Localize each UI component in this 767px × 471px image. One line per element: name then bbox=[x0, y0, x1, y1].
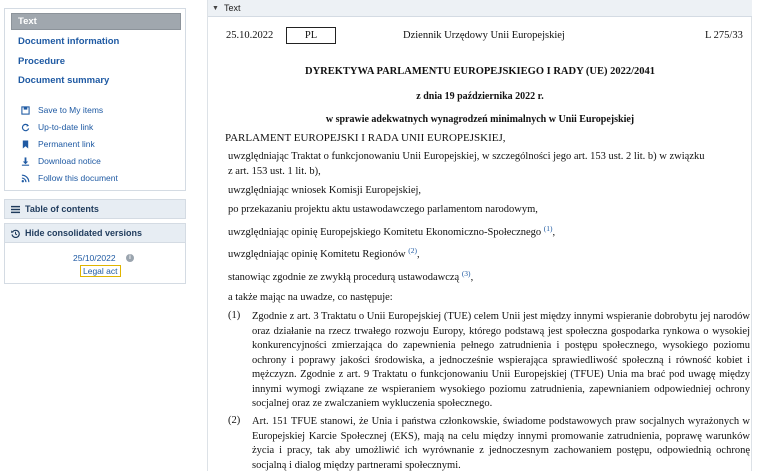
publication-date: 25.10.2022 bbox=[226, 30, 274, 41]
follow-document-link[interactable] bbox=[18, 172, 118, 184]
language-badge: PL bbox=[286, 27, 336, 44]
hide-consolidated-versions-toggle[interactable] bbox=[4, 223, 186, 243]
recital-1-number: (1) bbox=[228, 310, 241, 321]
citation-eesc: uwzględniając opinię Europejskiego Komitetu Ekonomiczno-Społecznego $^{(1)}$, bbox=[228, 224, 556, 238]
nav-item-text[interactable]: Text bbox=[11, 13, 181, 30]
citation-treaty: uwzględniając Traktat o funkcjonowaniu Unii Europejskiej, w szczególności jego art. 153 ust. 2 lit. b) w związku bbox=[228, 151, 705, 162]
citation-national-parliaments: po przekazaniu projektu aktu ustawodawczego parlamentom narodowym, bbox=[228, 204, 538, 215]
save-to-my-items-link[interactable] bbox=[18, 104, 103, 116]
citation-cor: uwzględniając opinię Komitetu Regionów $^{(2)}$, bbox=[228, 246, 420, 260]
save-icon bbox=[18, 104, 32, 116]
document-date: z dnia 19 października 2022 r. bbox=[416, 91, 544, 102]
authors-line: PARLAMENT EUROPEJSKI I RADA UNII EUROPEJSKIEJ, bbox=[225, 132, 506, 144]
citation-cor-text: uwzględniając opinię Komitetu Regionów bbox=[228, 249, 406, 260]
journal-name: Dziennik Urzędowy Unii Europejskiej bbox=[403, 30, 565, 41]
refresh-icon bbox=[18, 121, 32, 133]
consolidated-versions-panel bbox=[4, 243, 186, 284]
citation-eesc-text: uwzględniając opinię Europejskiego Komitetu Ekonomiczno-Społecznego bbox=[228, 227, 542, 238]
collapse-caret-icon: ▼ bbox=[212, 4, 219, 12]
up-to-date-link[interactable] bbox=[18, 121, 93, 133]
version-date-link[interactable]: 25/10/2022 bbox=[73, 253, 116, 263]
rss-icon bbox=[18, 172, 32, 184]
table-of-contents-toggle[interactable] bbox=[4, 199, 186, 219]
bookmark-icon bbox=[18, 138, 32, 150]
table-of-contents-label: Table of contents bbox=[25, 204, 99, 214]
list-icon bbox=[11, 205, 20, 214]
recital-2-number: (2) bbox=[228, 415, 241, 426]
nav-item-procedure[interactable]: Procedure bbox=[18, 56, 65, 67]
permanent-link-label: Permanent link bbox=[38, 139, 95, 149]
document-subject: w sprawie adekwatnych wynagrodzeń minimalnych w Unii Europejskiej bbox=[325, 114, 635, 125]
footnote-3-link[interactable]: (3) bbox=[461, 269, 471, 278]
section-title: Text bbox=[223, 3, 241, 13]
download-icon bbox=[18, 155, 32, 167]
citation-procedure: stanowiąc zgodnie ze zwykłą procedurą ustawodawczą $^{(3)}$, bbox=[228, 269, 474, 283]
hide-consolidated-versions-label: Hide consolidated versions bbox=[25, 228, 143, 238]
info-icon[interactable]: i bbox=[126, 254, 134, 262]
recital-1-text: Zgodnie z art. 3 Traktatu o Unii Europejskiej (TUE) celem Unii jest między innymi wspieranie dobrobytu jej narodów oraz działanie na rzecz trwałego rozwoju Europy, którego podstawą jest społeczna gospodarka rynkowa o wysokiej konkurencyjności zmierzająca do zapewnienia pełnego zatrudnienia i postępu społecznego, wysokiego poziomu ochrony i poprawy jakości środowiska, a jednocześnie wspierająca sprawiedliwość społeczną i równość kobiet i mężczyzn. Zgodnie z art. 9 Traktatu o funkcjonowaniu Unii Europejskiej (TFUE) Unia ma brać pod uwagę między innymi wymogi związane ze wspieraniem wysokiego poziomu zatrudnienia, zapewnianiem odpowiedniej ochrony socjalnej oraz ze zwalczaniem wykluczenia społecznego. bbox=[252, 311, 750, 409]
nav-item-document-summary[interactable]: Document summary bbox=[18, 75, 110, 86]
document-title: DYREKTYWA PARLAMENTU EUROPEJSKIEGO I RADY (UE) 2022/2041 bbox=[304, 66, 656, 77]
footnote-2-link[interactable]: (2) bbox=[408, 246, 417, 255]
permanent-link[interactable] bbox=[18, 138, 95, 150]
document-navigation-panel bbox=[4, 8, 186, 191]
citation-commission: uwzględniając wniosek Komisji Europejskiej, bbox=[228, 185, 422, 196]
citation-treaty-cont: z art. 153 ust. 1 lit. b), bbox=[228, 166, 321, 177]
nav-item-document-information[interactable]: Document information bbox=[18, 36, 120, 47]
legal-act-link[interactable]: Legal act bbox=[80, 265, 121, 277]
footnote-1-link[interactable]: (1) bbox=[543, 224, 553, 233]
download-notice-link[interactable] bbox=[18, 155, 101, 167]
recital-2-text: Art. 151 TFUE stanowi, że Unia i państwa członkowskie, świadome podstawowych praw socjalnych wyrażonych w Europejskiej Karcie Społecznej (EKS), mają na celu między innymi promowanie zatrudnienia, poprawę warunków życia i pracy, tak aby umożliwić ich wyrównanie z jednoczesnym zachowaniem postępu, odpowiednią ochronę socjalną i dialog między partnerami społecznymi. bbox=[252, 416, 750, 471]
text-section-header[interactable] bbox=[208, 0, 752, 17]
up-to-date-link-label: Up-to-date link bbox=[38, 122, 94, 132]
document-text-section bbox=[207, 0, 752, 471]
follow-document-label: Follow this document bbox=[38, 173, 118, 183]
download-notice-label: Download notice bbox=[38, 156, 101, 166]
whereas-line: a także mając na uwadze, co następuje: bbox=[228, 292, 393, 303]
history-icon bbox=[11, 229, 20, 238]
journal-reference: L 275/33 bbox=[705, 30, 743, 41]
citation-procedure-text: stanowiąc zgodnie ze zwykłą procedurą ustawodawczą bbox=[228, 272, 460, 283]
save-to-my-items-label: Save to My items bbox=[38, 105, 104, 115]
